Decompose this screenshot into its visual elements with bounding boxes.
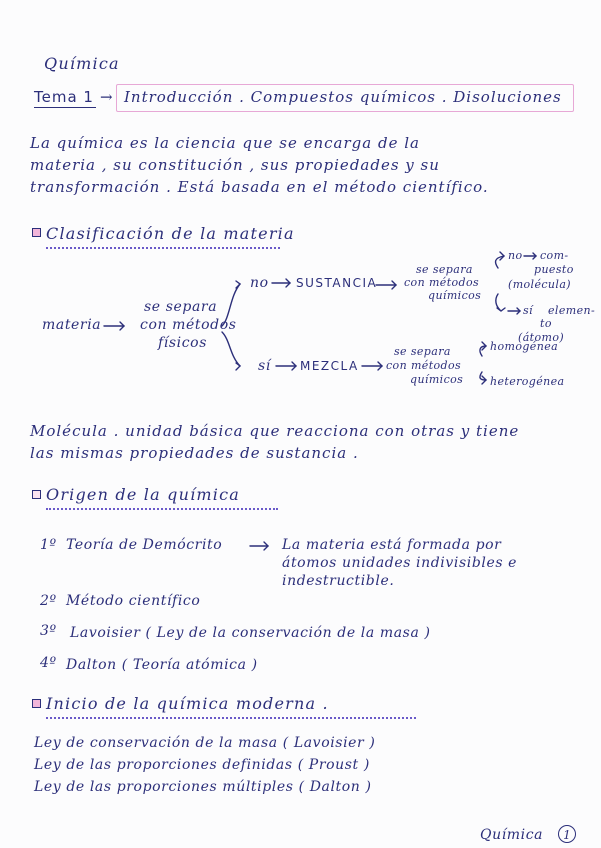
item-4-text: Dalton ( Teoría atómica ) (66, 657, 258, 673)
checkbox-icon (32, 699, 41, 708)
footer-label: Química (480, 827, 544, 843)
section-3-heading: Inicio de la química moderna . (46, 694, 329, 713)
wavy-underline (46, 505, 278, 510)
law-3: Ley de las proporciones múltiples ( Dalton ) (34, 779, 372, 795)
fisicos-line-3: físicos (158, 335, 207, 351)
no-comp-line-3: puesto (534, 263, 574, 276)
intro-line-2: materia , su constitución , sus propiedades y su (30, 156, 440, 174)
atomo-label: (átomo) (518, 331, 565, 344)
item-3-num: 3º (40, 623, 57, 639)
page-title: Química (44, 54, 120, 73)
sustancia-label: SUSTANCIA (296, 276, 378, 290)
item-1-extra-1: La materia está formada por (282, 537, 502, 553)
mezcla-label: MEZCLA (300, 359, 359, 373)
tema-text: Introducción . Compuestos químicos . Disoluciones (124, 88, 562, 106)
si-elem-line-1: sí (523, 304, 533, 317)
quimicos-b-line-2: con métodos (386, 359, 462, 372)
si-elem-line-3: to (540, 317, 552, 330)
fisicos-line-1: se separa (144, 299, 218, 315)
quimicos-a-line-3: químicos (428, 289, 482, 302)
no-comp-line-2: com- (540, 249, 569, 262)
heterogenea-label: heterogénea (490, 375, 565, 388)
quimicos-b-line-1: se separa (394, 345, 451, 358)
quimicos-b-line-3: químicos (410, 373, 464, 386)
item-2-text: Método científico (66, 593, 201, 609)
molecula-label: (molécula) (508, 278, 571, 291)
item-4-num: 4º (40, 655, 57, 671)
molecula-def-line-1: Molécula . unidad básica que reacciona con otras y tiene (30, 422, 520, 440)
item-2-num: 2º (40, 593, 57, 609)
si-label: sí (258, 358, 271, 374)
item-1-extra-3: indestructible. (282, 573, 395, 589)
si-elem-line-2: elemen- (548, 304, 596, 317)
no-comp-line-1: no (508, 249, 523, 262)
item-1-extra-2: átomos unidades indivisibles e (282, 555, 518, 571)
quimicos-a-line-1: se separa (416, 263, 473, 276)
section-2-heading: Origen de la química (46, 485, 240, 504)
molecula-def-line-2: las mismas propiedades de sustancia . (30, 444, 359, 462)
tema-label: Tema 1 (34, 88, 94, 106)
item-1-num: 1º (40, 537, 57, 553)
law-2: Ley de las proporciones definidas ( Proust ) (34, 757, 370, 773)
homogenea-label: homogénea (490, 340, 559, 353)
intro-line-1: La química es la ciencia que se encarga de la (30, 134, 420, 152)
page-number: 1 (558, 825, 576, 843)
item-1-text: Teoría de Demócrito (66, 537, 223, 553)
item-3-text: Lavoisier ( Ley de la conservación de la masa ) (70, 625, 431, 641)
checkbox-icon (32, 490, 41, 499)
intro-line-3: transformación . Está basada en el método científico. (30, 178, 489, 196)
wavy-underline (46, 714, 416, 719)
materia-label: materia (42, 317, 102, 333)
quimicos-a-line-2: con métodos (404, 276, 480, 289)
arrow-icon: → (100, 88, 114, 106)
fisicos-line-2: con métodos (140, 317, 237, 333)
section-1-heading: Clasificación de la materia (46, 224, 295, 243)
law-1: Ley de conservación de la masa ( Lavoisier ) (34, 735, 376, 751)
no-label: no (250, 275, 269, 291)
